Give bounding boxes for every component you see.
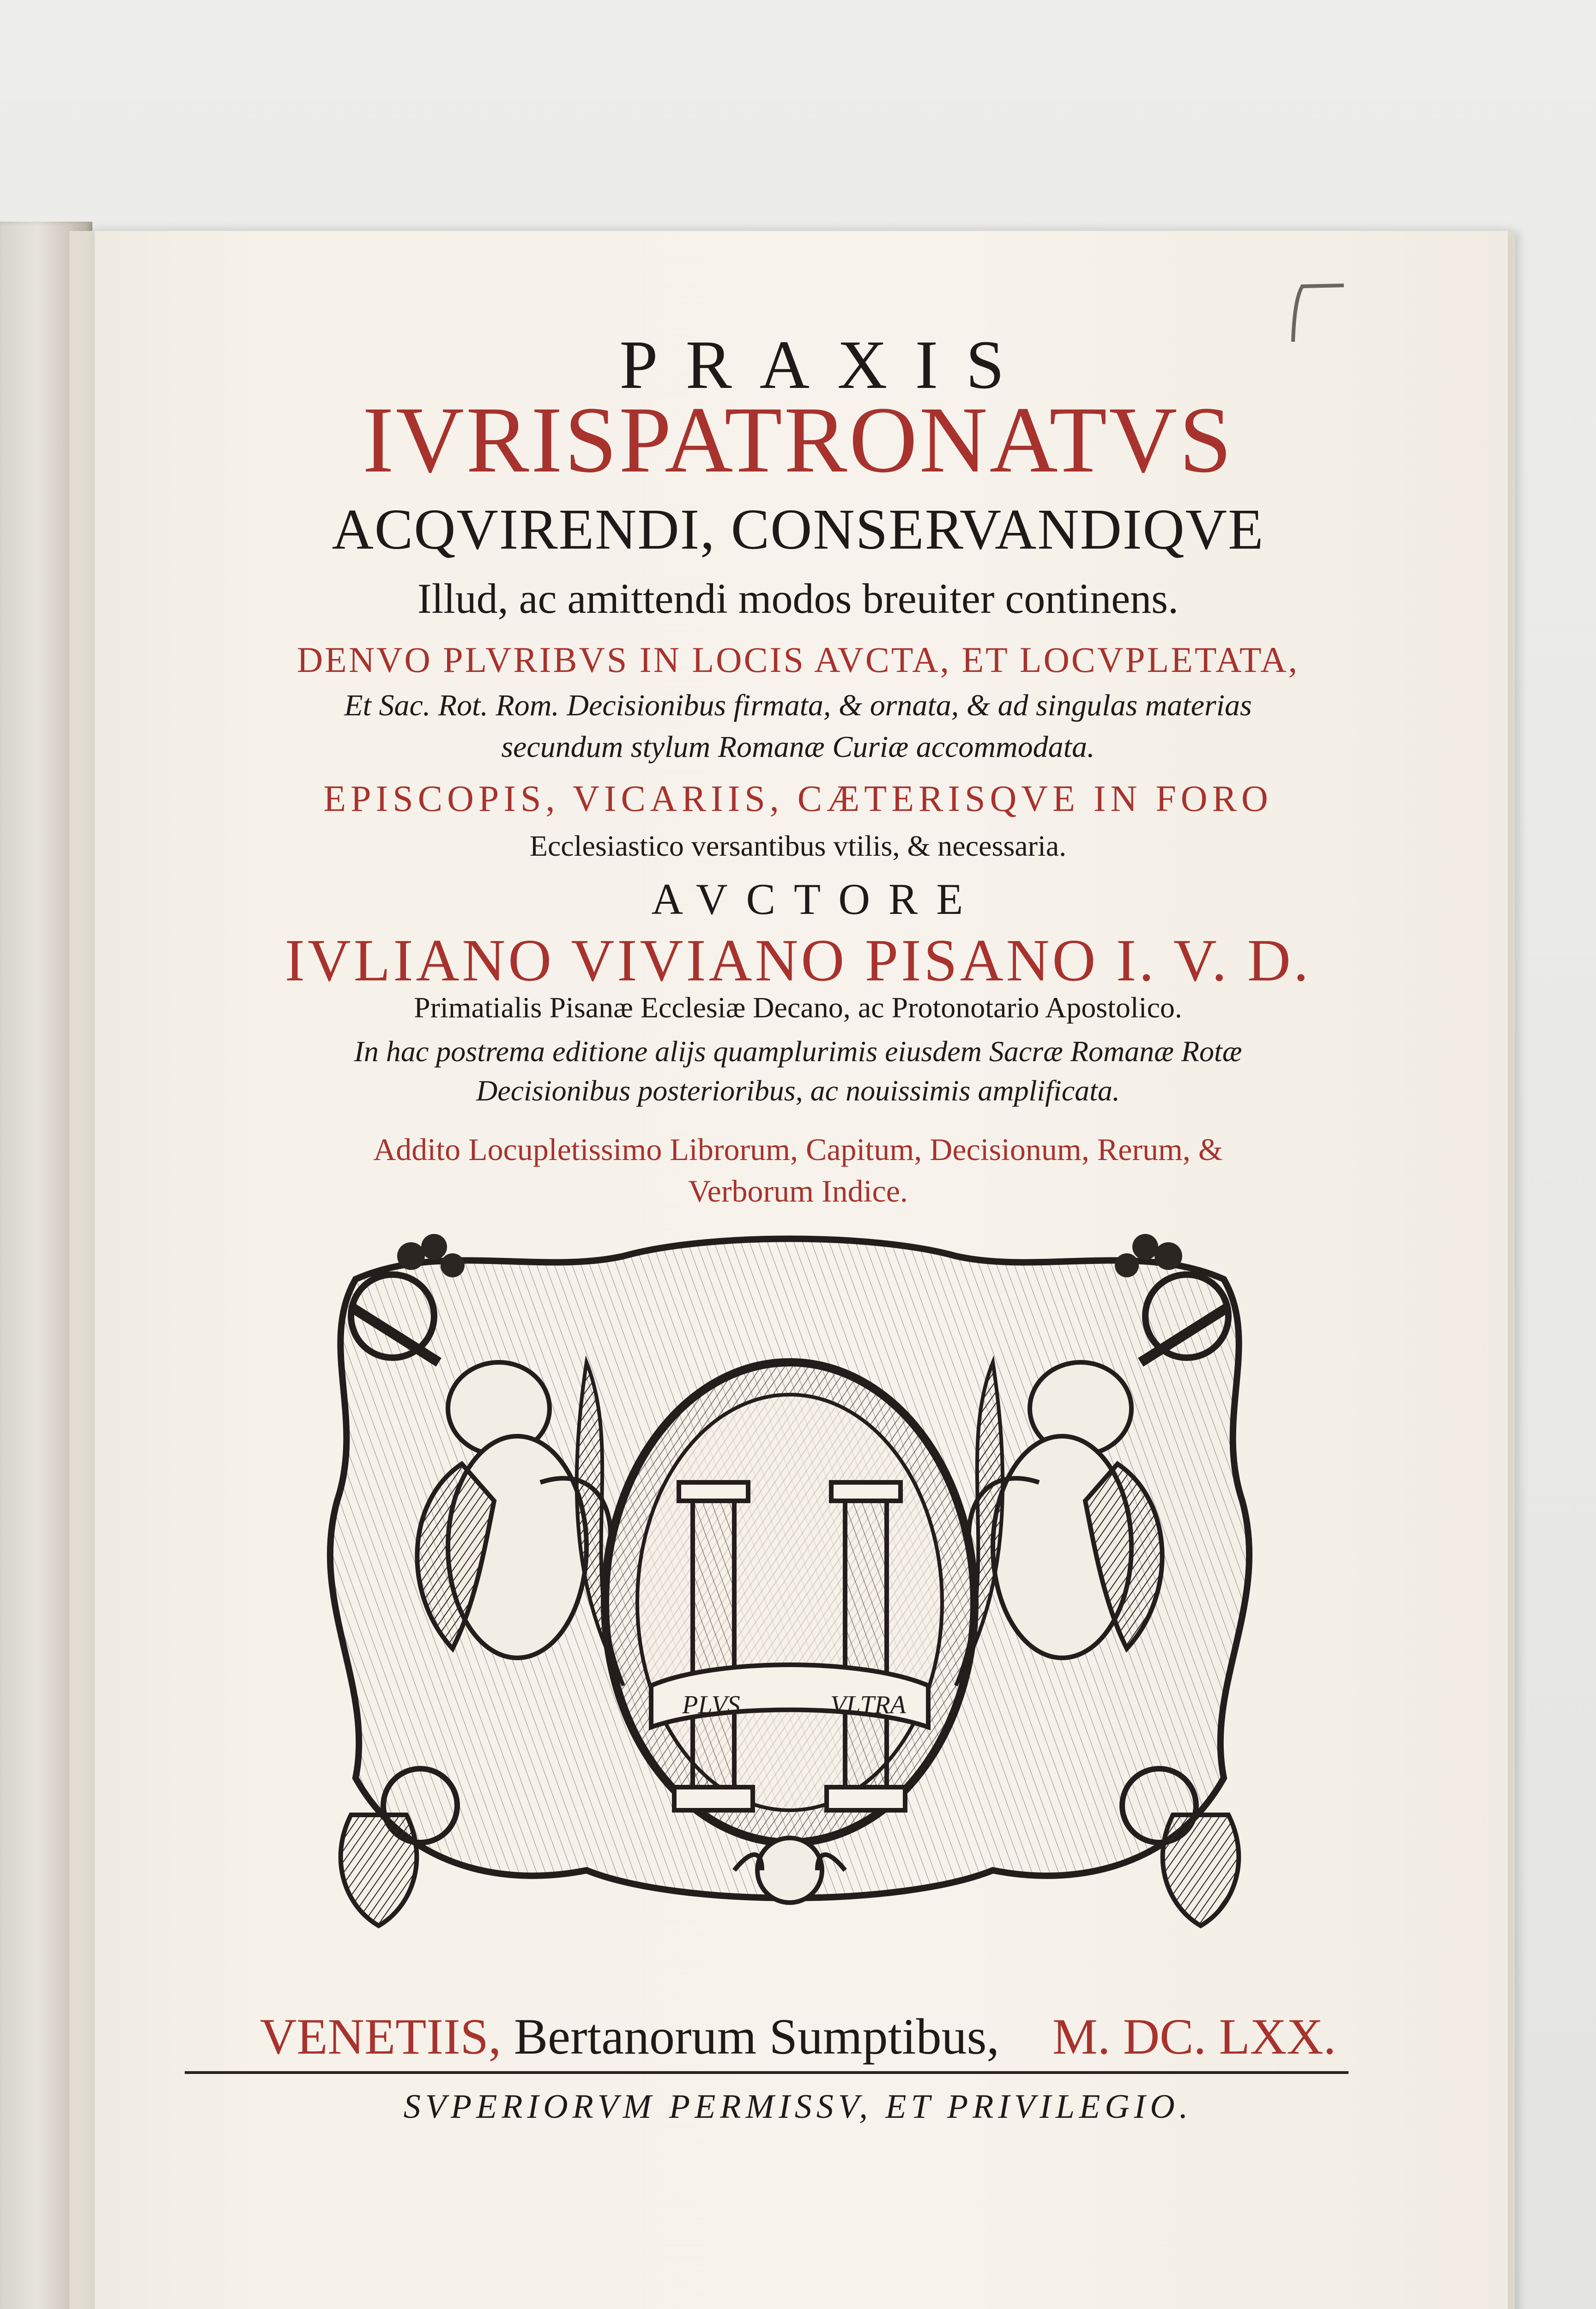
title-iurispatronatus: IVRISPATRONATVS: [362, 387, 1234, 492]
imprint-place: VENETIIS,: [260, 2008, 502, 2065]
motto-left: PLVS: [682, 1691, 740, 1719]
edition-note-2: Decisionibus posterioribus, ac nouissimis amplificata.: [476, 1074, 1120, 1107]
edition-denuo: DENVO PLVRIBVS IN LOCIS AVCTA, ET LOCVPLETATA,: [296, 640, 1300, 680]
author-title: Primatialis Pisanæ Ecclesiæ Decano, ac Protonotario Apostolico.: [414, 991, 1182, 1024]
index-note-1: Addito Locupletissimo Librorum, Capitum, Decisionum, Rerum, &: [373, 1132, 1223, 1167]
author-name: IVLIANO VIVIANO PISANO I. V. D.: [284, 927, 1312, 994]
imprint-rule: [185, 2071, 1348, 2074]
imprint-printer: Bertanorum Sumptibus,: [514, 2008, 999, 2065]
edition-et-sac: Et Sac. Rot. Rom. Decisionibus firmata, & ornata, & ad singulas materias: [344, 689, 1252, 722]
title-praxis: PRAXIS: [619, 326, 1032, 403]
subtitle-illud: Illud, ac amittendi modos breuiter continens.: [417, 575, 1179, 622]
title-acquirendi: ACQVIRENDI, CONSERVANDIQVE: [332, 498, 1264, 562]
index-note-2: Verborum Indice.: [688, 1173, 908, 1209]
audience-episcopis: EPISCOPIS, VICARIIS, CÆTERISQVE IN FORO: [323, 779, 1273, 819]
edition-note-1: In hac postrema editione alijs quamplurimis eiusdem Sacræ Romanæ Rotæ: [354, 1035, 1242, 1068]
edition-secundum: secundum stylum Romanæ Curiæ accommodata.: [501, 730, 1095, 764]
bottom-cherub-head: [757, 1838, 822, 1903]
printers-device-vignette: [300, 1224, 1279, 1935]
privilege-line: SVPERIORVM PERMISSV, ET PRIVILEGIO.: [403, 2088, 1193, 2126]
audience-ecclesiastico: Ecclesiastico versantibus vtilis, & necessaria.: [529, 829, 1067, 862]
motto-right: VLTRA: [830, 1691, 906, 1719]
auctore-label: AVCTORE: [651, 875, 982, 924]
imprint-line: [0, 2008, 1596, 2065]
imprint-year: M. DC. LXX.: [1052, 2008, 1336, 2065]
